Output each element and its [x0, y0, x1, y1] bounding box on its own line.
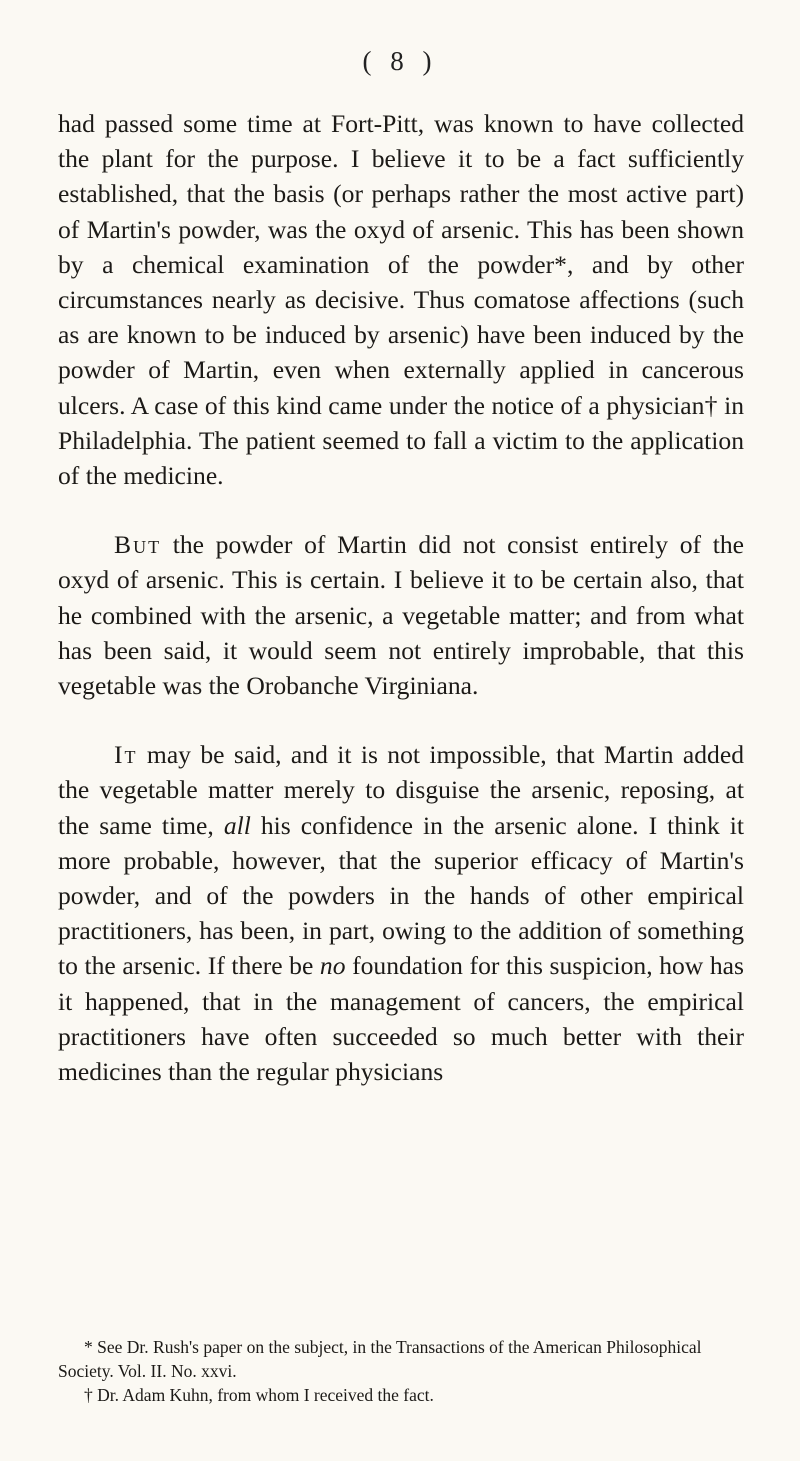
paragraph-3-italic-all: all — [223, 810, 251, 840]
paragraph-3-italic-no: no — [319, 951, 346, 981]
paragraph-1-text: had passed some time at Fort-Pitt, was known to have collected the plant for the purpose. I believe it to be a fact sufficiently established, that the basis (or perhaps rather the most active part) of Martin's powder, was the oxyd of arsenic. This has been shown by a chemical examination of the powder*, and by other circumstances nearly as decisive. Thus comatose affections (such as are known to be induced by arsenic) have been induced by the powder of Martin, even when externally applied in cancerous ulcers. A case of this kind came under the notice of a physician† in Philadelphia. The patient seemed to fall a victim to the application of the medicine. — [58, 109, 744, 491]
footnotes — [58, 1335, 748, 1407]
footnote-1-text: * See Dr. Rush's paper on the subject, in the Transactions of the American Philosophical Society. Vol. II. No. xxvi. — [58, 1337, 702, 1381]
paragraph-3-text-b: his confidence in the arsenic alone. I think it more probable, however, that the superior efficacy of Martin's powder, and of the powders in the hands of other empirical practitioners, has been, in part, owing to the addition of something to the arsenic. If there be — [58, 810, 744, 981]
paragraph-1 — [58, 106, 744, 493]
paragraph-3-text-c: foundation for this suspicion, how has it happened, that in the management of cancers, the empirical practitioners have often succeeded so much better with their medicines than the regular physicians — [58, 951, 744, 1087]
footnote-2-text: † Dr. Adam Kuhn, from whom I received the fact. — [84, 1385, 434, 1405]
paragraph-2-text: the powder of Martin did not consist entirely of the oxyd of arsenic. This is certain. I believe it to be certain also, that he combined with the arsenic, a vegetable matter; and from what has been said, it would seem not entirely improbable, that this vegetable was the Orobanche Virginiana. — [58, 530, 744, 701]
paragraph-2-lead: But — [114, 530, 162, 560]
body-text — [58, 106, 744, 1089]
paragraph-gap — [58, 703, 744, 737]
footnote-1 — [58, 1335, 748, 1383]
page-number: ( 8 ) — [362, 46, 438, 76]
paragraph-3-lead: It — [114, 740, 138, 770]
paragraph-3-text-a: may be said, and it is not impossible, that Martin added the vegetable matter merely to disguise the arsenic, reposing, at the same time, — [58, 740, 744, 840]
paragraph-2 — [58, 527, 744, 703]
paragraph-gap — [58, 493, 744, 527]
footnote-2 — [58, 1383, 748, 1407]
paragraph-3 — [58, 737, 744, 1089]
